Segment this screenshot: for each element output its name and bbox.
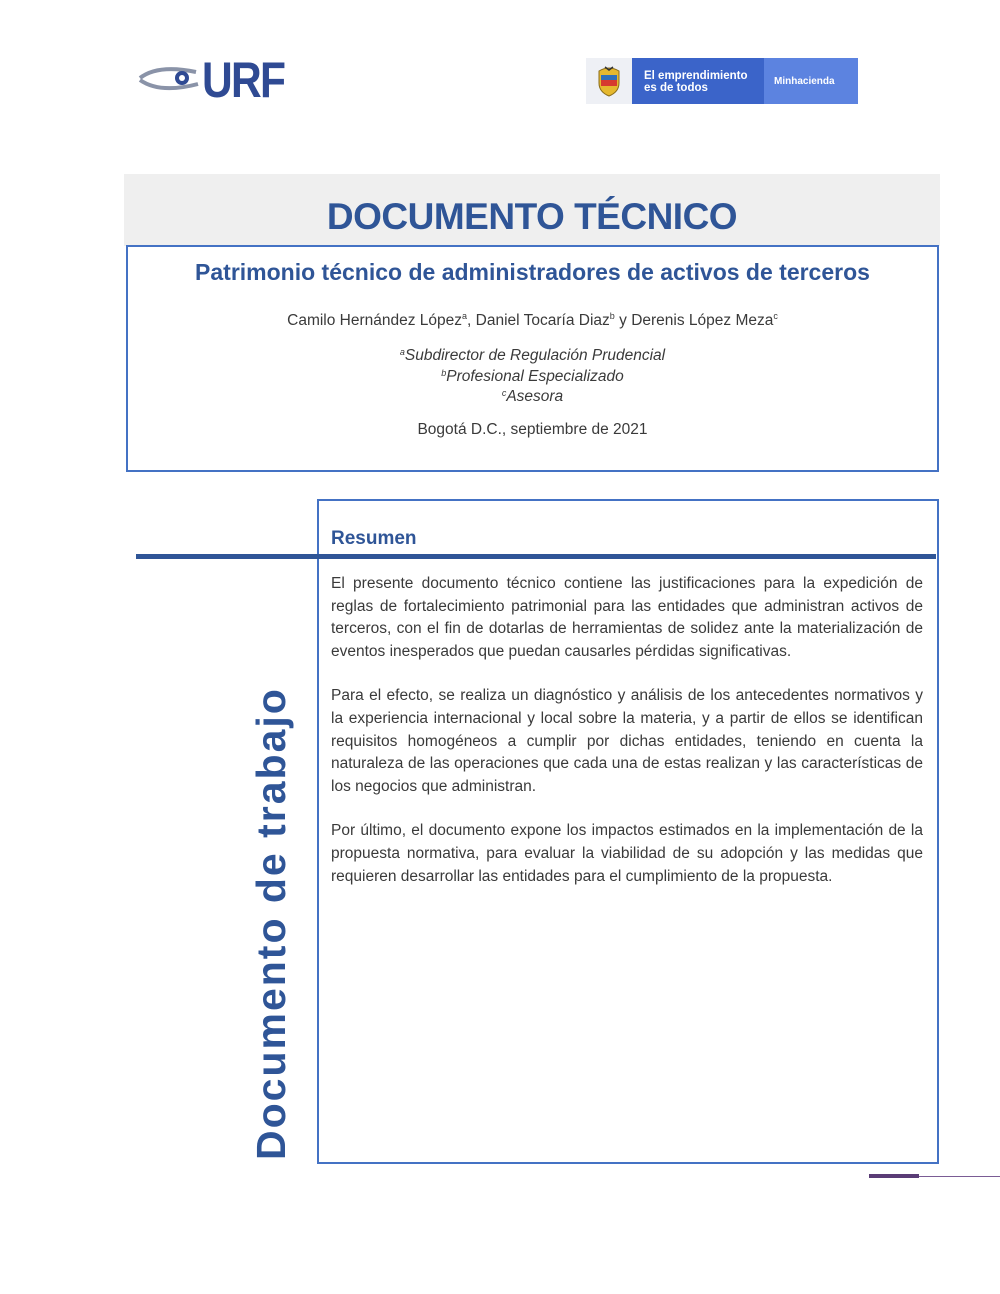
author-mark: c xyxy=(773,311,778,321)
urf-logo xyxy=(138,52,298,108)
author-name: Daniel Tocaría Diaz xyxy=(475,312,610,329)
author-name: Camilo Hernández López xyxy=(287,312,463,329)
summary-paragraph: Por último, el documento expone los impactos estimados en la implementación de la propuesta normativa, para evaluar la viabilidad de su adopción y las medidas que requieren desarrollar las entidades para el cumplimiento de la propuesta. xyxy=(331,822,923,885)
affiliation-line xyxy=(128,365,937,386)
urf-wordmark: URF xyxy=(202,52,285,108)
summary-body xyxy=(331,573,923,910)
authors-line: Camilo Hernández López$^a$, Daniel Tocaría Diaz$^b$ y Derenis López Meza$^c$ xyxy=(287,311,778,329)
affiliation-text: Subdirector de Regulación Prudencial xyxy=(404,347,666,364)
gov-slogan-line2: es de todos xyxy=(644,82,708,94)
title-band xyxy=(124,174,940,246)
summary-paragraph: El presente documento técnico contiene las justificaciones para la expedición de reglas de fortalecimiento patrimonial para las entidades que administran activos de terceros, con el fin de dotarlas de herramientas de solidez ante la materialización de eventos inesperados que puedan causarles pérdidas significativas. xyxy=(331,575,923,660)
author-mark: a xyxy=(462,311,468,321)
document-subtitle: Patrimonio técnico de administradores de activos de terceros xyxy=(195,259,870,285)
affiliation-mark: a xyxy=(399,347,405,357)
affiliation-mark: b xyxy=(441,367,447,378)
ministry-name: Minhacienda xyxy=(764,58,858,104)
summary-heading: Resumen xyxy=(331,528,417,549)
summary-paragraph: Para el efecto, se realiza un diagnóstico y análisis de los antecedentes normativos y la experiencia internacional y local sobre la materia, y a partir de ellos se identifican requisitos homogéneos a cumplir por dichas entidades, teniendo en cuenta la naturaleza de las operaciones que cada una de estas realizan y las características de los negocios que administran. xyxy=(331,687,923,795)
place-and-date: Bogotá D.C., septiembre de 2021 xyxy=(417,421,648,438)
government-logo xyxy=(586,58,858,104)
side-label: Documento de trabajo xyxy=(248,687,294,1160)
affiliation-text: Asesora xyxy=(506,388,564,405)
eye-icon xyxy=(138,58,208,98)
gov-slogan xyxy=(632,58,764,104)
gov-slogan-line1: El emprendimiento xyxy=(644,70,748,82)
footer-accent-bar xyxy=(869,1174,919,1178)
affiliation-line xyxy=(128,385,937,406)
document-info-box xyxy=(126,245,939,472)
affiliation-text: Profesional Especializado xyxy=(446,367,624,385)
affiliation-line xyxy=(128,344,937,365)
author-mark: b xyxy=(609,311,615,321)
document-title: DOCUMENTO TÉCNICO xyxy=(326,196,738,237)
affiliation-mark: c xyxy=(501,388,507,398)
footer-accent-line xyxy=(919,1176,1000,1177)
affiliations xyxy=(128,344,937,406)
coat-of-arms-icon xyxy=(586,58,632,104)
summary-divider xyxy=(136,554,936,559)
author-name: Derenis López Meza xyxy=(631,312,774,329)
